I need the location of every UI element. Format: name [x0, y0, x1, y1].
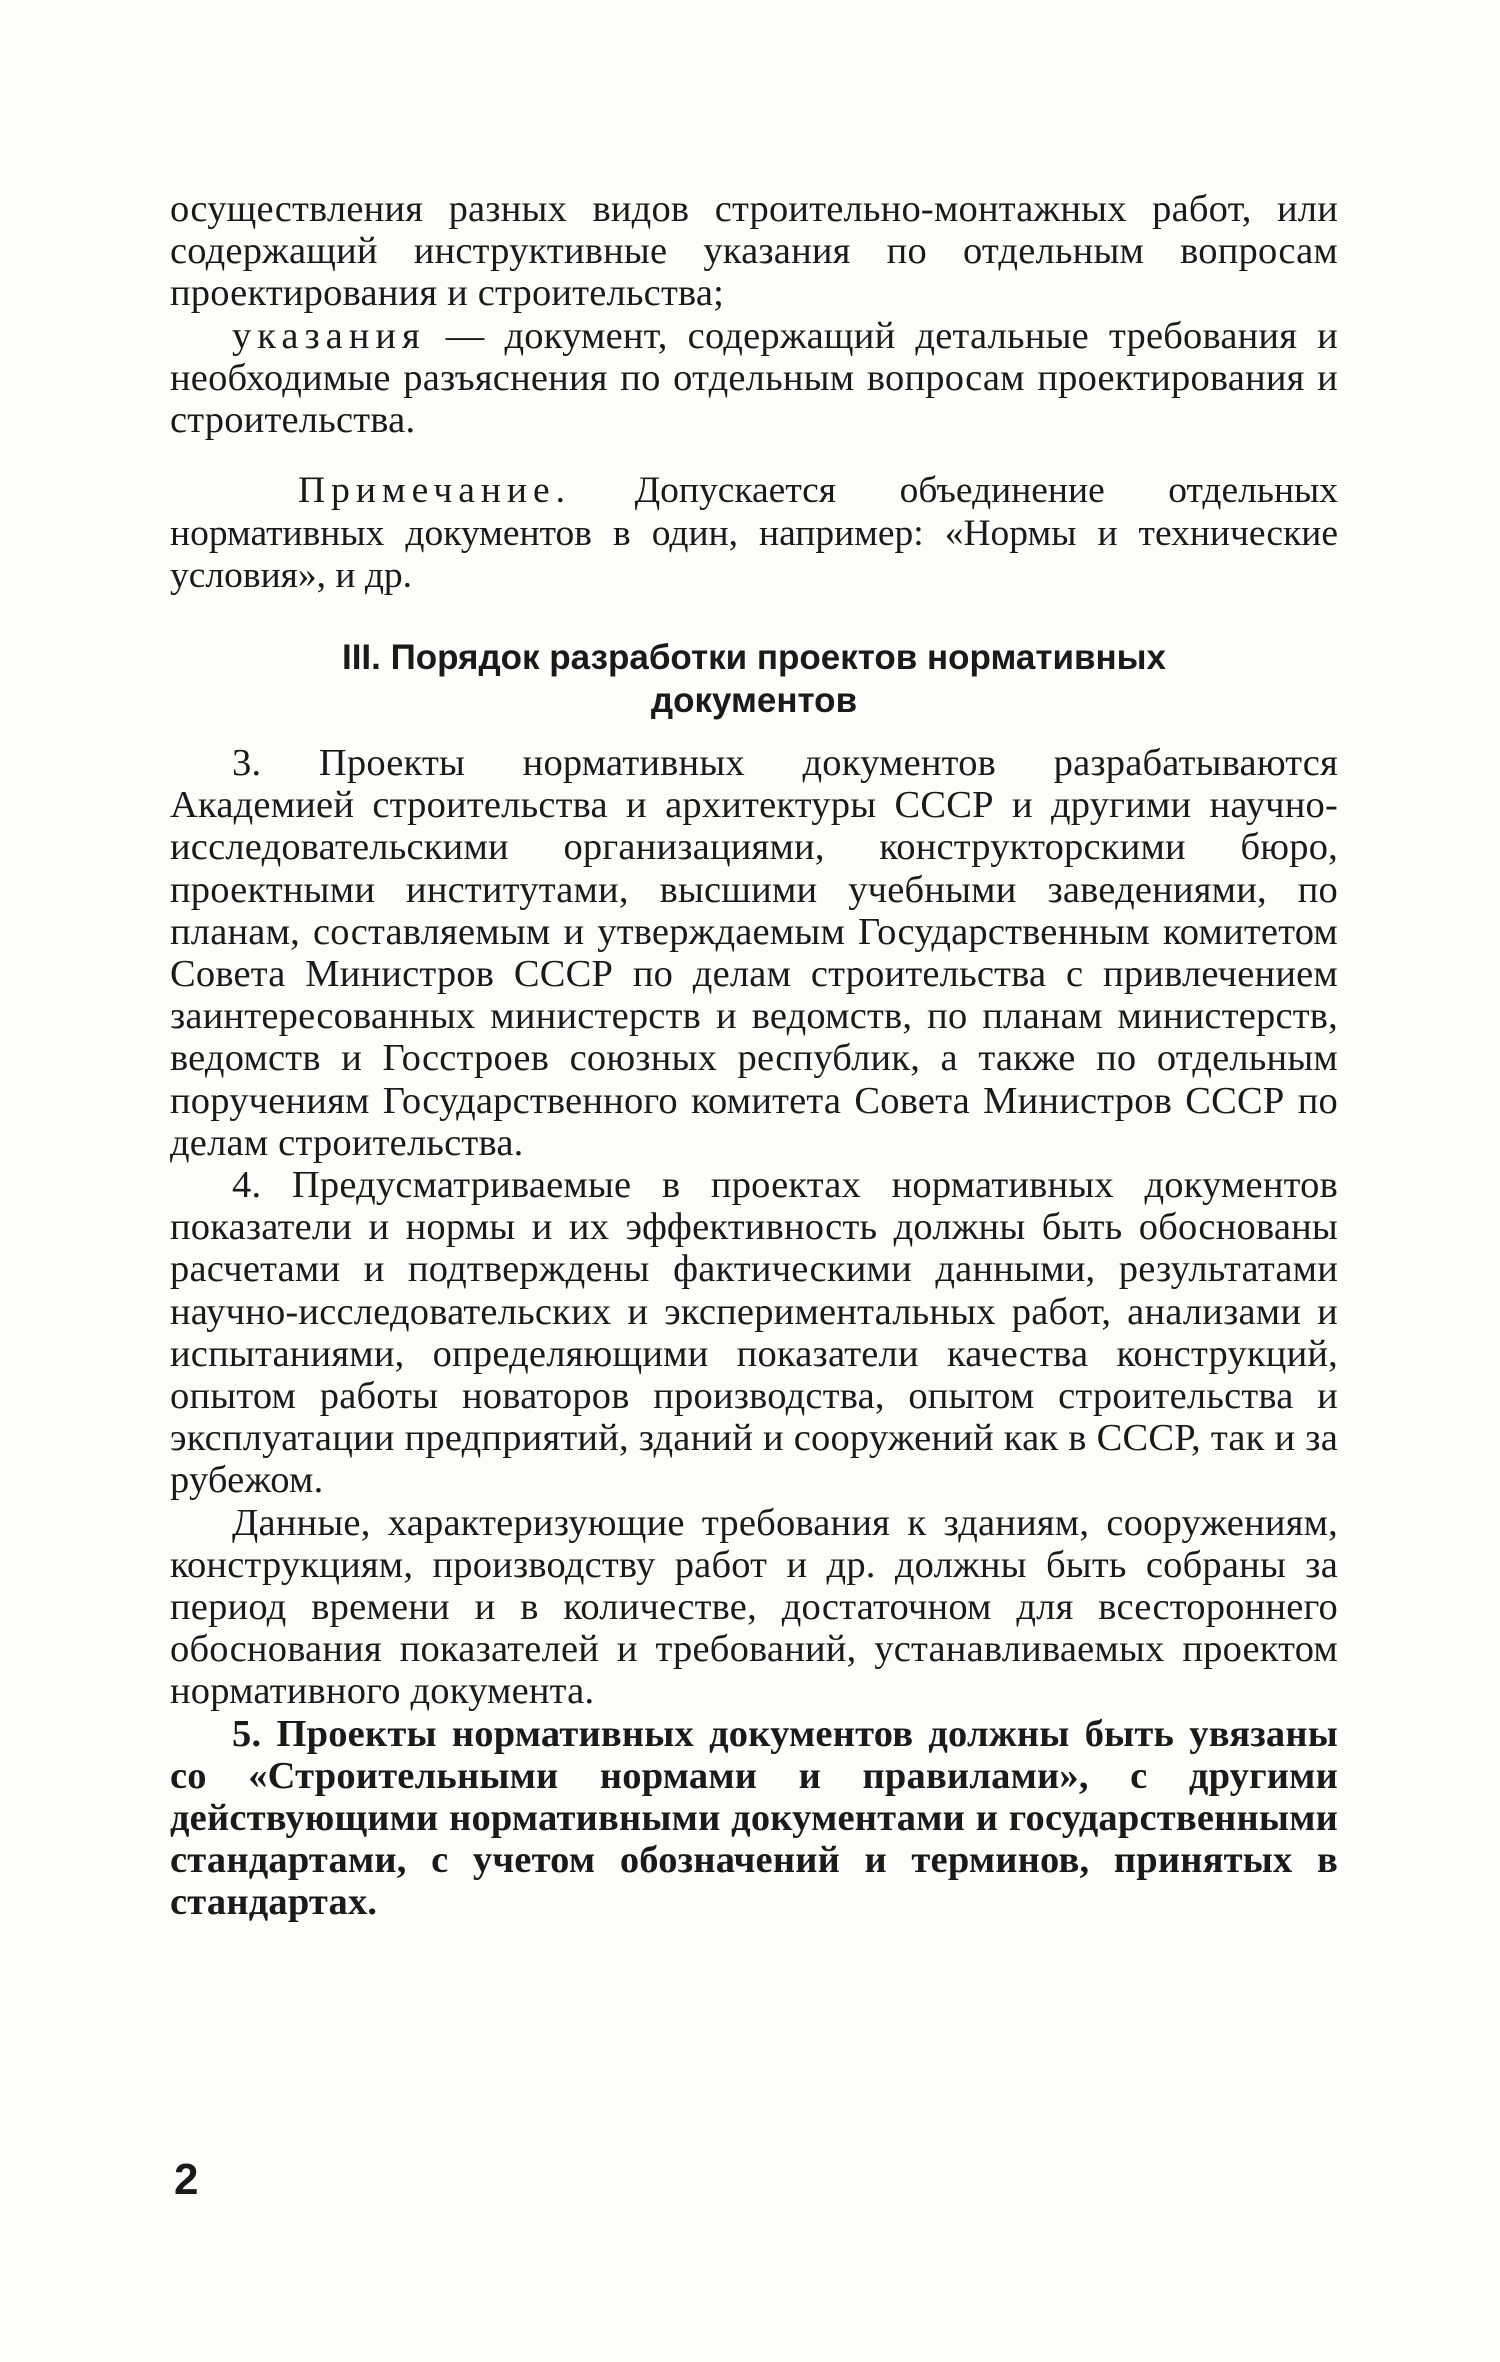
paragraph-5: 5. Проекты нормативных документов должны быть увязаны со «Строительными нормами и правилами», с другими действующими нормативными документами и государственными стандартами, с учетом обозначений и терминов, принятых в стандартах. [170, 1712, 1338, 1924]
note-block [170, 470, 1338, 598]
paragraph-4: 4. Предусматриваемые в проектах нормативных документов показатели и нормы и их эффективность должны быть обоснованы расчетами и подтверждены фактическими данными, результатами научно-исследовательских и экспериментальных работ, анализами и испытаниями, определяющими показатели качества конструкций, опытом работы новаторов производства, опытом строительства и эксплуатации предприятий, зданий и сооружений как в СССР, так и за рубежом. [170, 1164, 1338, 1502]
section-heading [170, 636, 1338, 722]
term-ukazaniya: указания [232, 314, 426, 357]
paragraph-4-continued: Данные, характеризующие требования к зданиям, сооружениям, конструкциям, производству работ и др. должны быть собраны за период времени и в количестве, достаточном для всестороннего обоснования показателей и требований, устанавливаемых проектом нормативного документа. [170, 1501, 1338, 1713]
note-text: Допускается объединение отдельных нормативных документов в один, например: «Нормы и технические условия», и др. [170, 470, 1338, 596]
note-paragraph [170, 470, 1338, 598]
paragraph-continuation: осуществления разных видов строительно-монтажных работ, или содержащий инструктивные указания по отдельным вопросам проектирования и строительства; [170, 188, 1338, 315]
paragraph-3: 3. Проекты нормативных документов разрабатываются Академией строительства и архитектуры СССР и другими научно-исследовательскими организациями, конструкторскими бюро, проектными институтами, высшими учебными заведениями, по планам, составляемым и утверждаемым Государственным комитетом Совета Министров СССР по делам строительства с привлечением заинтересованных министерств и ведомств, по планам министерств, ведомств и Госстроев союзных республик, а также по отдельным поручениям Государственного комитета Совета Министров СССР по делам строительства. [170, 742, 1338, 1164]
section-heading-line1: III. Порядок разработки проектов нормативных [341, 638, 1167, 677]
definition-text: — документ, содержащий детальные требования и необходимые разъяснения по отдельным вопросам проектирования и строительства. [170, 314, 1338, 442]
paragraph-definition-ukazaniya [170, 315, 1338, 442]
page-number: 2 [174, 2155, 199, 2204]
note-term: Примечание. [298, 470, 572, 511]
top-text-block [170, 188, 1338, 441]
section-heading-line2: документов [650, 681, 858, 720]
main-text-block [170, 742, 1338, 1924]
